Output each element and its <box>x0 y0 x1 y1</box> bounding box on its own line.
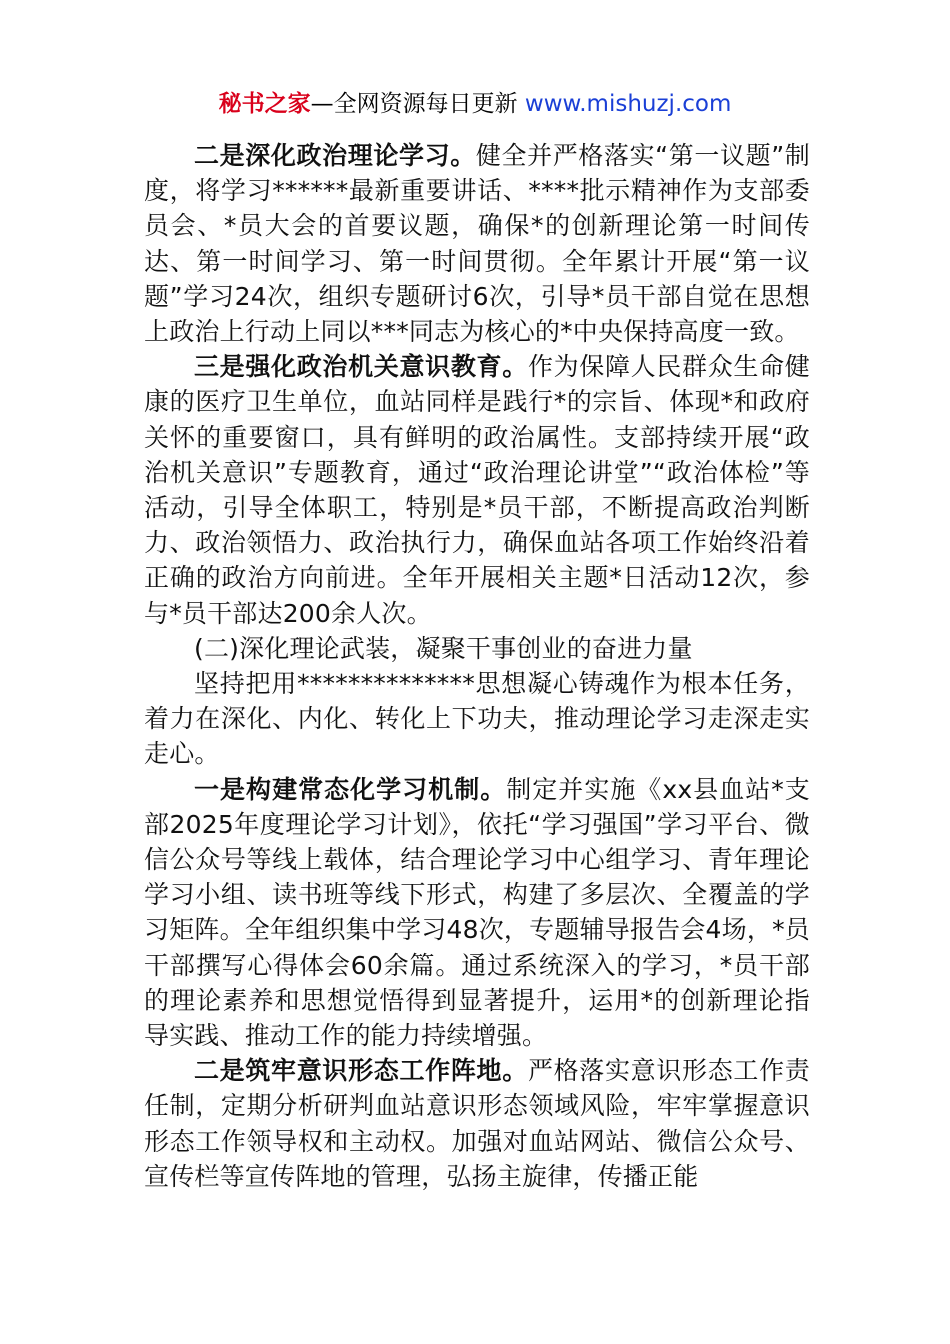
paragraph-lead: 三是强化政治机关意识教育。 <box>194 352 528 382</box>
paragraph <box>144 1053 810 1194</box>
paragraph-lead: 二是筑牢意识形态工作阵地。 <box>194 1056 528 1086</box>
paragraph-text: 严格落实意识形态工作责任制，定期分析研判血站意识形态领域风险，牢牢掌握意识形态工作领导权和主动权。加强对血站网站、微信公众号、宣传栏等宣传阵地的管理，弘扬主旋律，传播正能 <box>144 1056 811 1191</box>
paragraph <box>144 772 810 1054</box>
paragraph <box>144 138 810 349</box>
paragraph <box>144 349 810 631</box>
document-body <box>144 138 810 1194</box>
paragraph-text: 作为保障人民群众生命健康的医疗卫生单位，血站同样是践行*的宗旨、体现*和政府关怀的重要窗口，具有鲜明的政治属性。支部持续开展“政治机关意识”专题教育，通过“政治理论讲堂”“政治体检”等活动，引导全体职工，特别是*员干部，不断提高政治判断力、政治领悟力、政治执行力，确保血站各项工作始终沿着正确的政治方向前进。全年开展相关主题*日活动12次，参与*员干部达200余人次。 <box>144 352 811 628</box>
paragraph <box>144 666 810 772</box>
paragraph-lead: 二是深化政治理论学习。 <box>194 141 476 170</box>
brand-name: 秘书之家 <box>218 91 311 117</box>
paragraph-text: 健全并严格落实“第一议题”制度，将学习******最新重要讲话、****批示精神作为支部委员会、*员大会的首要议题，确保*的创新理论第一时间传达、第一时间学习、第一时间贯彻。全年累计开展“第一议题”学习24次，组织专题研讨6次，引导*员干部自觉在思想上政治上行动上同以***同志为核心的*中央保持高度一致。 <box>144 141 810 347</box>
site-header <box>0 88 950 120</box>
site-url: www.mishuzj.com <box>524 91 732 117</box>
paragraph-text: 坚持把用**************思想凝心铸魂作为根本任务，着力在深化、内化、转化上下功夫，推动理论学习走深走实走心。 <box>144 669 810 769</box>
header-slogan: —全网资源每日更新 <box>310 91 525 117</box>
paragraph-lead: 一是构建常态化学习机制。 <box>194 774 507 804</box>
section-heading-text: (二)深化理论武装，凝聚干事创业的奋进力量 <box>194 633 693 663</box>
section-heading <box>144 631 810 666</box>
paragraph-text: 制定并实施《xx县血站*支部2025年度理论学习计划》，依托“学习强国”学习平台、微信公众号等线上载体，结合理论学习中心组学习、青年理论学习小组、读书班等线下形式，构建了多层次、全覆盖的学习矩阵。全年组织集中学习48次，专题辅导报告会4场，*员干部撰写心得体会60余篇。通过系统深入的学习，*员干部的理论素养和思想觉悟得到显著提升，运用*的创新理论指导实践、推动工作的能力持续增强。 <box>144 774 810 1051</box>
